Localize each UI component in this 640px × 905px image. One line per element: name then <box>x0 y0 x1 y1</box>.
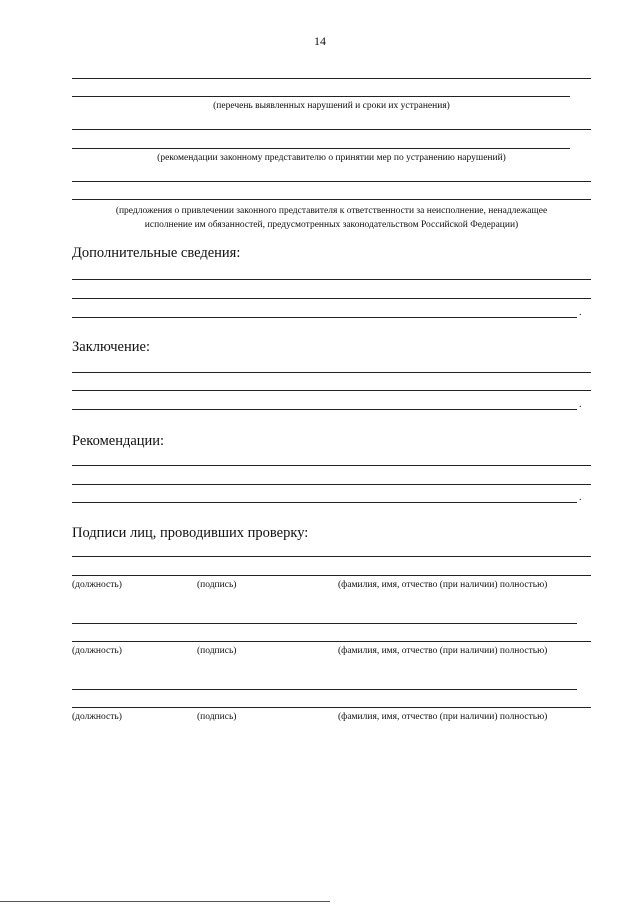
conclusion-heading: Заключение: <box>72 339 150 355</box>
additional-period: . <box>579 307 582 318</box>
recommendations-period: . <box>579 492 582 503</box>
additional-line-1[interactable] <box>72 279 591 280</box>
proposals-line-1[interactable] <box>72 181 591 182</box>
signature-row-1-signature-label: (подпись) <box>197 580 237 590</box>
violations-line-2[interactable] <box>72 96 570 97</box>
signatures-heading: Подписи лиц, проводивших проверку: <box>72 525 309 541</box>
proposals-line-2[interactable] <box>72 199 591 200</box>
recommendations-caption: (рекомендации законному представителю о принятии мер по устранению нарушений) <box>157 153 506 163</box>
recommendations-section-line-3[interactable] <box>72 502 577 503</box>
signature-row-2-name-label: (фамилия, имя, отчество (при наличии) полностью) <box>338 646 548 656</box>
page-number: 14 <box>314 34 326 48</box>
signature-row-3-position-label: (должность) <box>72 712 122 722</box>
bottom-edge-line <box>0 901 330 902</box>
proposals-caption-line-1: (предложения о привлечении законного представителя к ответственности за неисполнение, ненадлежащее <box>115 206 548 216</box>
signature-row-3-line[interactable] <box>72 707 591 708</box>
proposals-caption-line-2: исполнение им обязанностей, предусмотренных законодательством Российской Федерации) <box>144 220 519 230</box>
signature-row-3-signature-label: (подпись) <box>197 712 237 722</box>
conclusion-line-3[interactable] <box>72 409 577 410</box>
violations-caption: (перечень выявленных нарушений и сроки их устранения) <box>213 101 450 111</box>
additional-line-2[interactable] <box>72 298 591 299</box>
additional-line-3[interactable] <box>72 317 577 318</box>
signature-row-2-line[interactable] <box>72 641 591 642</box>
recommendations-line-1[interactable] <box>72 129 591 130</box>
conclusion-period: . <box>579 399 582 410</box>
additional-info-heading: Дополнительные сведения: <box>72 245 241 261</box>
conclusion-line-1[interactable] <box>72 372 591 373</box>
signature-row-1-name-label: (фамилия, имя, отчество (при наличии) полностью) <box>338 580 548 590</box>
signature-row-1-position-label: (должность) <box>72 580 122 590</box>
recommendations-heading: Рекомендации: <box>72 433 165 449</box>
signature-row-2-signature-label: (подпись) <box>197 646 237 656</box>
violations-line-1[interactable] <box>72 78 591 79</box>
signatures-line-1[interactable] <box>72 556 591 557</box>
signature-row-1-line[interactable] <box>72 575 591 576</box>
recommendations-section-line-2[interactable] <box>72 484 591 485</box>
recommendations-section-line-1[interactable] <box>72 465 591 466</box>
signatures-line-3[interactable] <box>72 689 577 690</box>
signature-row-2-position-label: (должность) <box>72 646 122 656</box>
conclusion-line-2[interactable] <box>72 390 591 391</box>
recommendations-line-2[interactable] <box>72 148 570 149</box>
signatures-line-2[interactable] <box>72 623 577 624</box>
signature-row-3-name-label: (фамилия, имя, отчество (при наличии) полностью) <box>338 712 548 722</box>
